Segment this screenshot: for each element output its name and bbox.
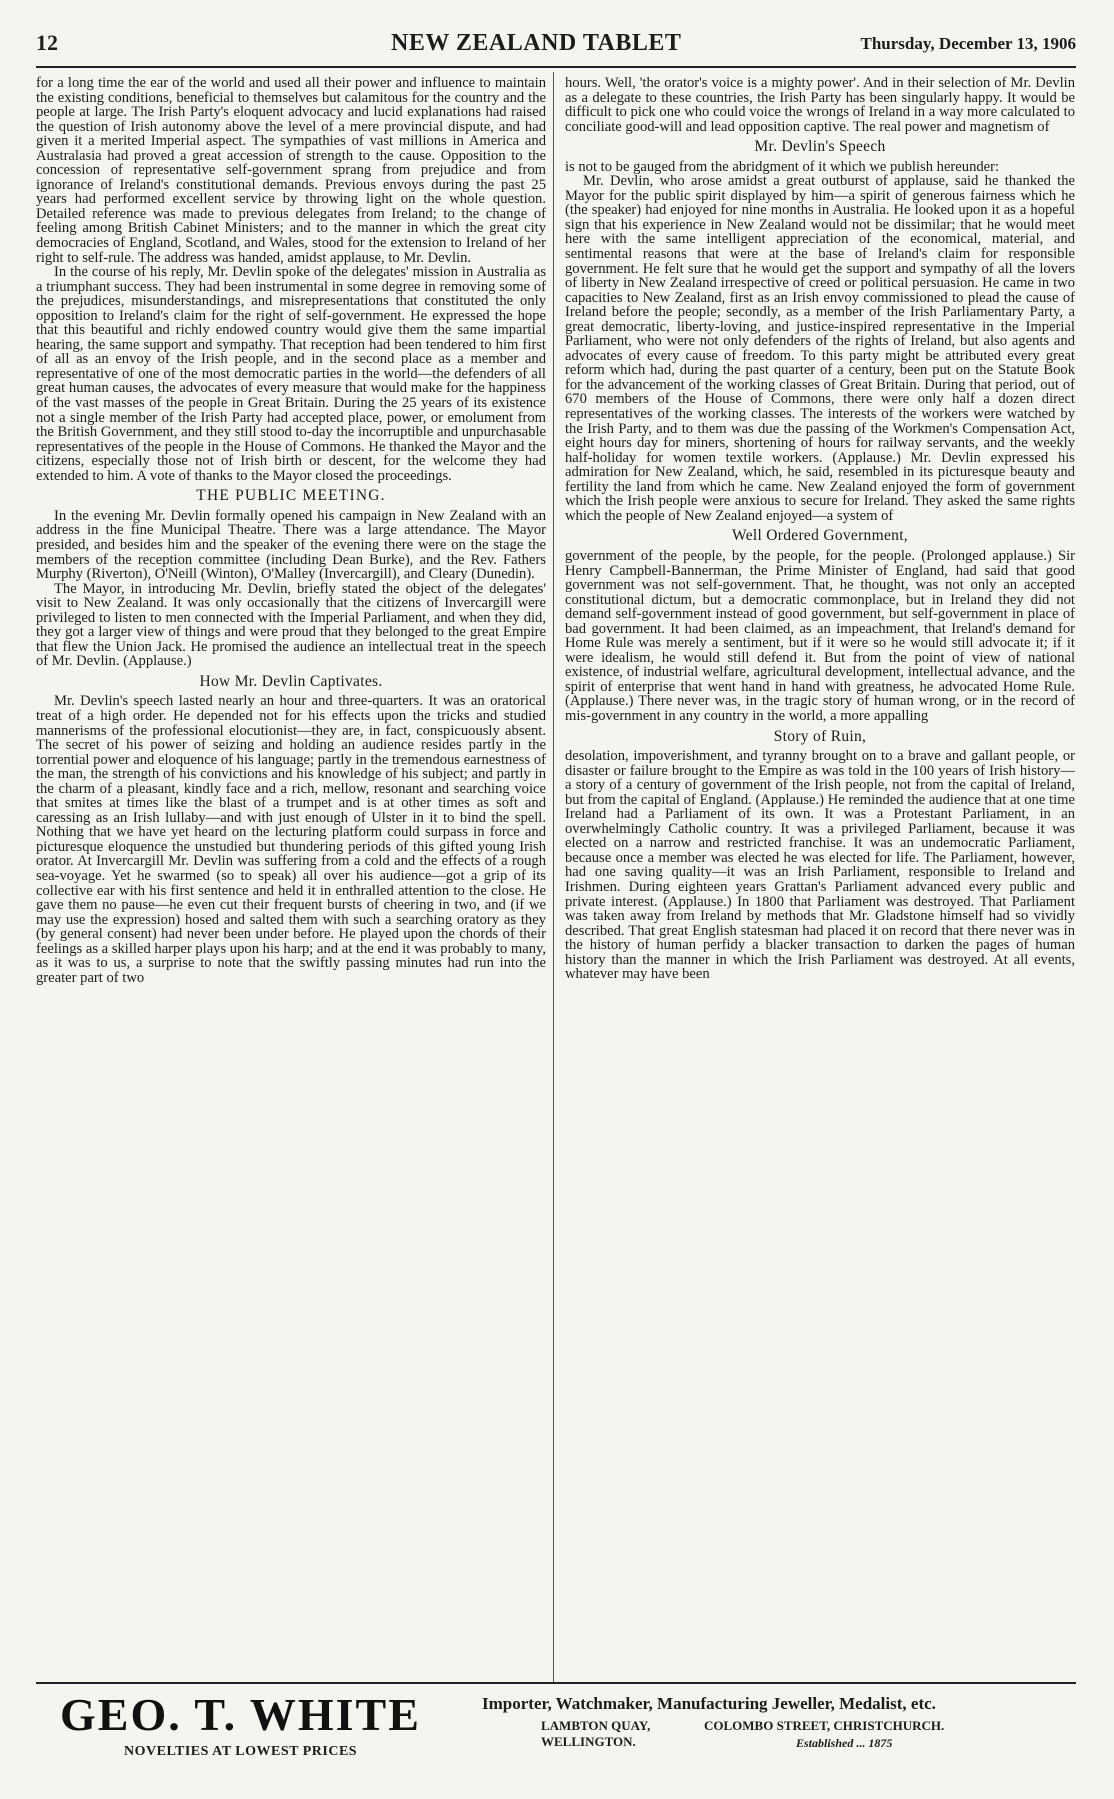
column-divider <box>553 72 554 1682</box>
newspaper-title: NEW ZEALAND TABLET <box>391 30 682 56</box>
article-paragraph: desolation, impoverishment, and tyranny brought on to a brave and gallant people, or disaster or failure brought to the Empire as was told in the 100 years of Irish history—a story of a century of government of the Irish people, not from the capital of Ireland, but from the capital of England. (Applause.) He reminded the audience that at one time Ireland had a Parliament of its own. It was a Protestant Parliament, in an overwhelmingly Catholic country. It was a privileged Parliament, because it was elected on a narrow and restricted franchise. It was an undemocratic Parliament, because once a member was elected he was elected for life. The Parliament, however, had one saving quality—it was an Irish Parliament, responsible to Ireland and Irishmen. During eighteen years Grattan's Parliament advanced every public and private interest. (Applause.) In 1800 that Parliament was destroyed. That Parliament was taken away from Ireland by methods that Mr. Gladstone himself had so vividly described. That great English statesman had placed it on record that there never was in the history of human perfidy a blacker transaction to darken the pages of human history than the manner in which the Irish Parliament was destroyed. At all events, whatever may have been <box>565 748 1075 983</box>
advertisement-rule <box>36 1682 1076 1684</box>
right-column <box>565 76 1075 1678</box>
issue-date: Thursday, December 13, 1906 <box>860 34 1076 53</box>
advertisement-address-christchurch: COLOMBO STREET, CHRISTCHURCH. <box>704 1718 945 1733</box>
page-number: 12 <box>36 30 58 55</box>
masthead <box>36 30 1076 70</box>
masthead-rule <box>36 66 1076 68</box>
left-column <box>36 76 546 1678</box>
article-paragraph: government of the people, by the people, for the people. (Prolonged applause.) Sir Henry Campbell-Bannerman, the Prime Minister of England, had said that good government was not self-government. That, he thought, was not only an accepted constitutional dictum, but a democratic commonplace, but in Ireland they did not demand self-government instead of good government, but self-government in place of bad government. It had been claimed, as an impeachment, that Ireland's demand for Home Rule was merely a sentiment, but if it were so he would still advocate it; if it were idealism, he would still defend it. But from the point of view of national existence, of industrial welfare, agricultural development, intellectual advance, and the spirit of enterprise that went hand in hand with greatness, he advocated Home Rule. (Applause.) There never was, in the tragic story of human wrong, or in the record of mis-government in any country in the world, a more appalling <box>565 547 1075 724</box>
advertisement-established: Established ... 1875 <box>796 1736 893 1750</box>
article-paragraph: Mr. Devlin's speech lasted nearly an hour and three-quarters. It was an oratorical treat of a high order. He depended not for his effects upon the tricks and studied mannerisms of the professional elocutionist—they are, in fact, conspicuously absent. The secret of his power of seizing and holding an audience resides partly in the torrential power and eloquence of his language; partly in the tremendous earnestness of the man, the strength of his convictions and his knowledge of his subject; and partly in the charm of a pleasant, kindly face and a rich, mellow, resonant and searching voice that smites at times like the blast of a trumpet and is at other times as soft and caressing as an Irish lullaby—and with just enough of Ulster in it to bind the spell. Nothing that we have yet heard on the lecturing platform could surpass in force and picturesque eloquence the unstudied but thundering periods of this gifted young Irish orator. At Invercargill Mr. Devlin was suffering from a cold and the effects of a rough sea-voyage. Yet he swarmed (so to speak) all over his audience—got a grip of its collective ear with his first sentence and held it in enthralled attention to the close. He gave them no pause—he even cut their frequent bursts of cheering in two, and (if we may use the expression) hosed and salted them with such a searching oratory as they (by general consent) had never been under before. He played upon the chords of their feelings as a skilled harper plays upon his harp; and at the end it was probably to many, as it was to us, a surprise to note that the swiftly passing minutes had run into the greater part of two <box>36 693 546 986</box>
section-heading: Well Ordered Government, <box>732 527 908 545</box>
article-paragraph: The Mayor, in introducing Mr. Devlin, briefly stated the object of the delegates' visit to New Zealand. It was only occasionally that the citizens of Invercargill were privileged to listen to men connected with the Imperial Parliament, and when they did, they got a larger view of things and were proud that they belonged to the great Empire that flew the Union Jack. He promised the audience an intellectual treat in the speech of Mr. Devlin. (Applause.) <box>36 580 546 670</box>
advertisement-tagline: NOVELTIES AT LOWEST PRICES <box>124 1744 358 1759</box>
advertisement-trades: Importer, Watchmaker, Manufacturing Jeweller, Medalist, etc. <box>482 1694 936 1713</box>
section-heading: Story of Ruin, <box>773 727 867 745</box>
article-paragraph: hours. Well, 'the orator's voice is a mighty power'. And in their selection of Mr. Devlin as a delegate to these countries, the Irish Party has been singularly happy. It would be difficult to pick one who could voice the wrongs of Ireland in a way more calculated to conciliate good-will and lead opposition captive. The real power and magnetism of <box>565 76 1075 135</box>
article-paragraph: is not to be gauged from the abridgment of it which we publish hereunder: <box>565 158 1000 175</box>
section-heading: How Mr. Devlin Captivates. <box>199 672 383 690</box>
section-heading: THE PUBLIC MEETING. <box>196 487 386 505</box>
advertisement <box>36 1688 1076 1778</box>
advertiser-name: GEO. T. WHITE <box>60 1689 421 1740</box>
article-paragraph: Mr. Devlin, who arose amidst a great outburst of applause, said he thanked the Mayor for the public spirit displayed by him—a spirit of generous fairness which he (the speaker) had enjoyed for nine months in Australia. He looked upon it as a hopeful sign that his experience in New Zealand would not be dissimilar; that he would meet here with the same intelligent appreciation of the economical, material, and sentimental reasons that were at the base of Ireland's claim for responsible government. He felt sure that he would get the support and sympathy of all the lovers of liberty in New Zealand irrespective of creed or political persuasion. He came in two capacities to New Zealand, first as an Irish envoy commissioned to plead the cause of Ireland before the people; secondly, as a member of the Irish Parliamentary Party, a great democratic, liberty-loving, and justice-inspired representative in the Imperial Parliament, who were not only defenders of the rights of Ireland, but also agents and advocates of every cause of freedom. To this party might be attributed every great reform which had, during the past quarter of a century, been put on the Statute Book for the advancement of the working classes of Great Britain. During that period, out of 670 members of the House of Commons, there were only half a dozen direct representatives of the working classes. The interests of the workers were watched by the Irish Party, and to them was due the passing of the Workmen's Compensation Act, eight hours day for miners, shortening of hours for railway servants, and the weekly half-holiday for women textile workers. (Applause.) Mr. Devlin expressed his admiration for New Zealand, which, he said, resembled in its picturesque beauty and fertility the land from which he came. New Zealand enjoyed the form of government which the Irish people were anxious to secure for Ireland. They asked the same rights which the people of New Zealand enjoyed—a system of <box>565 173 1075 524</box>
article-paragraph: In the course of his reply, Mr. Devlin spoke of the delegates' mission in Australia as a triumphant success. They had been instrumental in some degree in removing some of the prejudices, misunderstandings, and misrepresentations that constituted the only opposition to Ireland's claim for the right of self-government. He expressed the hope that this beautiful and richly endowed country would give them the same impartial hearing, the same support and sympathy. That reception had been tendered to him first of all as an envoy of the Irish people, and in the second place as a member and representative of one of the most democratic parties in the world—the defenders of all great human causes, the advocates of every measure that would make for the happiness of the vast masses of the people in Great Britain. During the 25 years of its existence not a single member of the Irish Party had accepted place, power, or emolument from the British Government, and they still stood to-day the incorruptible and unpurchasable representatives of the people in the House of Commons. He thanked the Mayor and the citizens, especially those not of Irish birth or descent, for the welcome they had extended to him. A vote of thanks to the Mayor closed the proceedings. <box>36 264 546 484</box>
article-paragraph: for a long time the ear of the world and used all their power and influence to maintain the existing conditions, beneficial to themselves but calamitous for the country and the people at large. The Irish Party's eloquent advocacy and lucid explanations had raised the question of Irish autonomy above the level of a mere provincial dispute, and had given it a merited Imperial aspect. The sympathies of vast millions in America and Australasia had proved a great accession of strength to the cause. Opposition to the concession of representative self-government sprang from prejudice and from ignorance of Ireland's constitutional demands. Previous envoys during the past 25 years had performed excellent service by throwing light on the whole question. Detailed reference was made to previous delegates from Ireland; to the change of feeling among British Cabinet Ministers; and to the manner in which the great city democracies of England, Scotland, and Wales, stood for the extension to Ireland of her right to self-rule. The address was handed, amidst applause, to Mr. Devlin. <box>36 76 546 266</box>
section-heading: Mr. Devlin's Speech <box>754 138 886 156</box>
article-paragraph: In the evening Mr. Devlin formally opened his campaign in New Zealand with an address in the fine Municipal Theatre. There was a large attendance. The Mayor presided, and besides him and the speaker of the evening there were on the stage the members of the reception committee (including Dean Burke), and the Rev. Fathers Murphy (Riverton), O'Neill (Winton), O'Malley (Invercargill), and Cleary (Dunedin). <box>36 507 546 583</box>
advertisement-address-wellington: LAMBTON QUAY, <box>541 1718 651 1733</box>
advertisement-city: WELLINGTON. <box>541 1734 636 1749</box>
